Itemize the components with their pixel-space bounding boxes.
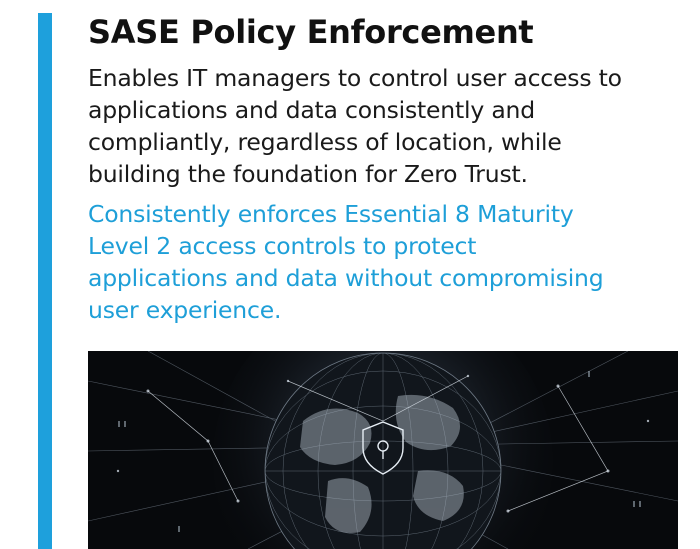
highlight-line: applications and data without compromising <box>88 264 604 292</box>
hero-image <box>88 351 678 549</box>
intro-line: Enables IT managers to control user access to <box>88 64 622 92</box>
intro-paragraph <box>88 62 698 190</box>
highlight-line: Level 2 access controls to protect <box>88 232 477 260</box>
highlight-paragraph <box>88 198 698 326</box>
page-title: SASE Policy Enforcement <box>88 13 534 51</box>
accent-bar <box>38 13 52 549</box>
highlight-line: user experience. <box>88 296 282 324</box>
intro-line: building the foundation for Zero Trust. <box>88 160 528 188</box>
globe-graphic <box>88 351 678 549</box>
intro-line: compliantly, regardless of location, while <box>88 128 562 156</box>
content-block <box>88 8 698 326</box>
intro-line: applications and data consistently and <box>88 96 535 124</box>
highlight-line: Consistently enforces Essential 8 Maturity <box>88 200 574 228</box>
